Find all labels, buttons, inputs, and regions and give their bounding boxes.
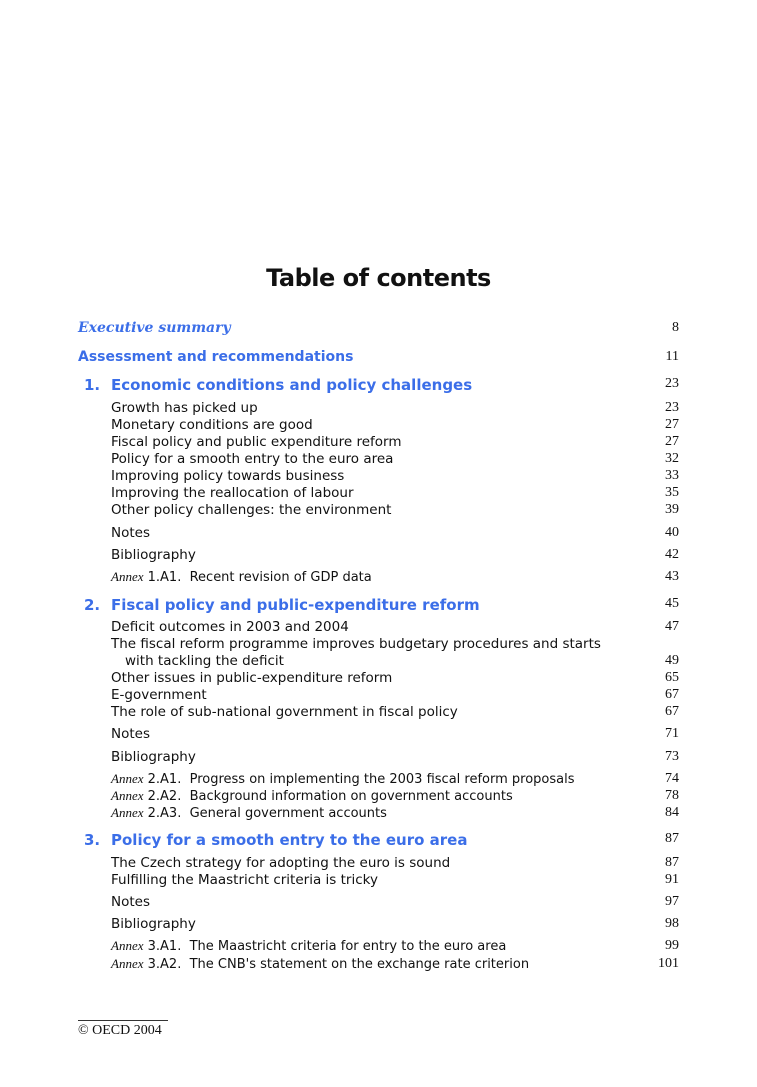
toc-page-number: 47 bbox=[665, 619, 679, 634]
toc-section[interactable] bbox=[0, 687, 757, 705]
toc-page-number: 78 bbox=[665, 788, 679, 803]
toc-page-number: 97 bbox=[665, 894, 679, 909]
annex-label[interactable] bbox=[111, 771, 575, 787]
toc-bibliography[interactable] bbox=[0, 749, 757, 767]
toc-section[interactable] bbox=[0, 451, 757, 469]
page-title: Table of contents bbox=[266, 264, 491, 293]
toc-section[interactable] bbox=[0, 636, 757, 654]
chapter-number: 3. bbox=[84, 831, 101, 849]
annex-label[interactable] bbox=[111, 788, 513, 804]
annex-title: Progress on implementing the 2003 fiscal reform proposals bbox=[189, 772, 575, 787]
toc-page-number: 8 bbox=[672, 320, 679, 335]
annex-label[interactable] bbox=[111, 938, 506, 954]
toc-page-number: 99 bbox=[665, 938, 679, 953]
toc-chapter-1[interactable] bbox=[0, 376, 757, 394]
toc-section[interactable] bbox=[0, 855, 757, 873]
annex-label[interactable] bbox=[111, 805, 387, 821]
toc-page-number: 67 bbox=[665, 687, 679, 702]
toc-entry-assessment[interactable] bbox=[0, 349, 757, 367]
toc-page-number: 11 bbox=[665, 349, 679, 364]
annex-id: 2.A2. bbox=[147, 789, 182, 804]
toc-page-number: 35 bbox=[665, 485, 679, 500]
toc-section[interactable] bbox=[0, 670, 757, 688]
section-label[interactable]: Improving the reallocation of labour bbox=[111, 485, 354, 501]
toc-annex[interactable] bbox=[0, 805, 757, 823]
toc-page-number: 49 bbox=[665, 653, 679, 668]
annex-title: General government accounts bbox=[189, 806, 387, 821]
toc-page-number: 71 bbox=[665, 726, 679, 741]
annex-prefix: Annex bbox=[111, 805, 144, 820]
section-label[interactable]: Fiscal policy and public expenditure reform bbox=[111, 434, 402, 450]
toc-page-number: 39 bbox=[665, 502, 679, 517]
bibliography-label[interactable]: Bibliography bbox=[111, 547, 196, 563]
copyright-notice: © OECD 2004 bbox=[78, 1023, 162, 1038]
section-label[interactable]: Monetary conditions are good bbox=[111, 417, 313, 433]
toc-chapter-2[interactable] bbox=[0, 596, 757, 614]
annex-id: 2.A1. bbox=[147, 772, 182, 787]
section-label[interactable]: Improving policy towards business bbox=[111, 468, 345, 484]
toc-section[interactable] bbox=[0, 468, 757, 486]
toc-page-number: 67 bbox=[665, 704, 679, 719]
toc-page-number: 32 bbox=[665, 451, 679, 466]
notes-label[interactable]: Notes bbox=[111, 525, 150, 541]
bibliography-label[interactable]: Bibliography bbox=[111, 749, 196, 765]
toc-page-number: 43 bbox=[665, 569, 679, 584]
toc-page-number: 23 bbox=[665, 376, 679, 391]
annex-id: 2.A3. bbox=[147, 806, 182, 821]
section-label[interactable]: Deficit outcomes in 2003 and 2004 bbox=[111, 619, 349, 635]
section-label[interactable]: The Czech strategy for adopting the euro is sound bbox=[111, 855, 451, 871]
chapter-title[interactable]: Fiscal policy and public-expenditure reform bbox=[111, 596, 480, 614]
toc-annex[interactable] bbox=[0, 956, 757, 974]
toc-page-number: 65 bbox=[665, 670, 679, 685]
toc-section[interactable] bbox=[0, 704, 757, 722]
toc-notes[interactable] bbox=[0, 525, 757, 543]
footer-divider bbox=[78, 1020, 168, 1021]
toc-section[interactable] bbox=[0, 485, 757, 503]
annex-id: 1.A1. bbox=[147, 570, 182, 585]
annex-title: The CNB's statement on the exchange rate criterion bbox=[189, 957, 530, 972]
notes-label[interactable]: Notes bbox=[111, 726, 150, 742]
annex-id: 3.A1. bbox=[147, 939, 182, 954]
toc-page-number: 101 bbox=[658, 956, 679, 971]
toc-section[interactable] bbox=[0, 502, 757, 520]
section-label[interactable]: The role of sub-national government in fiscal policy bbox=[111, 704, 458, 720]
toc-page-number: 73 bbox=[665, 749, 679, 764]
toc-section[interactable] bbox=[0, 400, 757, 418]
toc-page-number: 91 bbox=[665, 872, 679, 887]
toc-page-number: 40 bbox=[665, 525, 679, 540]
toc-page-number: 33 bbox=[665, 468, 679, 483]
toc-page-number: 27 bbox=[665, 434, 679, 449]
annex-id: 3.A2. bbox=[147, 957, 182, 972]
toc-bibliography[interactable] bbox=[0, 916, 757, 934]
toc-page-number: 45 bbox=[665, 596, 679, 611]
toc-page-number: 87 bbox=[665, 855, 679, 870]
toc-page-number: 42 bbox=[665, 547, 679, 562]
section-label[interactable]: Other policy challenges: the environment bbox=[111, 502, 392, 518]
toc-page-number: 23 bbox=[665, 400, 679, 415]
annex-title: Background information on government accounts bbox=[189, 789, 513, 804]
toc-page-number: 74 bbox=[665, 771, 679, 786]
annex-prefix: Annex bbox=[111, 938, 144, 953]
section-label[interactable]: Policy for a smooth entry to the euro area bbox=[111, 451, 394, 467]
annex-prefix: Annex bbox=[111, 788, 144, 803]
section-label[interactable]: E-government bbox=[111, 687, 207, 703]
annex-prefix: Annex bbox=[111, 771, 144, 786]
bibliography-label[interactable]: Bibliography bbox=[111, 916, 196, 932]
toc-section[interactable] bbox=[0, 619, 757, 637]
toc-page-number: 27 bbox=[665, 417, 679, 432]
chapter-title[interactable]: Economic conditions and policy challenges bbox=[111, 376, 473, 394]
toc-notes[interactable] bbox=[0, 894, 757, 912]
annex-prefix: Annex bbox=[111, 569, 144, 584]
toc-section[interactable] bbox=[0, 417, 757, 435]
section-label[interactable]: The fiscal reform programme improves budgetary procedures and starts bbox=[111, 636, 601, 652]
toc-page-number: 84 bbox=[665, 805, 679, 820]
toc-entry-executive-summary[interactable] bbox=[0, 320, 757, 338]
toc-annex[interactable] bbox=[0, 938, 757, 956]
toc-page-number: 87 bbox=[665, 831, 679, 846]
chapter-number: 1. bbox=[84, 376, 101, 394]
toc-section-continuation[interactable] bbox=[0, 653, 757, 671]
annex-prefix: Annex bbox=[111, 956, 144, 971]
annex-label[interactable] bbox=[111, 569, 372, 585]
section-label[interactable]: Growth has picked up bbox=[111, 400, 258, 416]
toc-annex[interactable] bbox=[0, 771, 757, 789]
annex-title: The Maastricht criteria for entry to the euro area bbox=[189, 939, 507, 954]
notes-label[interactable]: Notes bbox=[111, 894, 150, 910]
annex-title: Recent revision of GDP data bbox=[189, 570, 372, 585]
toc-bibliography[interactable] bbox=[0, 547, 757, 565]
chapter-title[interactable]: Policy for a smooth entry to the euro area bbox=[111, 831, 468, 849]
section-label[interactable]: Other issues in public-expenditure reform bbox=[111, 670, 393, 686]
toc-page-number: 98 bbox=[665, 916, 679, 931]
annex-label[interactable] bbox=[111, 956, 529, 972]
toc-notes[interactable] bbox=[0, 726, 757, 744]
chapter-number: 2. bbox=[84, 596, 101, 614]
toc-entry-label[interactable]: Executive summary bbox=[78, 320, 231, 336]
toc-annex[interactable] bbox=[0, 569, 757, 587]
section-label[interactable]: Fulfilling the Maastricht criteria is tricky bbox=[111, 872, 378, 888]
toc-annex[interactable] bbox=[0, 788, 757, 806]
section-label-continuation[interactable]: with tackling the deficit bbox=[125, 653, 284, 669]
toc-entry-label[interactable]: Assessment and recommendations bbox=[78, 349, 354, 365]
toc-chapter-3[interactable] bbox=[0, 831, 757, 849]
toc-section[interactable] bbox=[0, 872, 757, 890]
toc-section[interactable] bbox=[0, 434, 757, 452]
